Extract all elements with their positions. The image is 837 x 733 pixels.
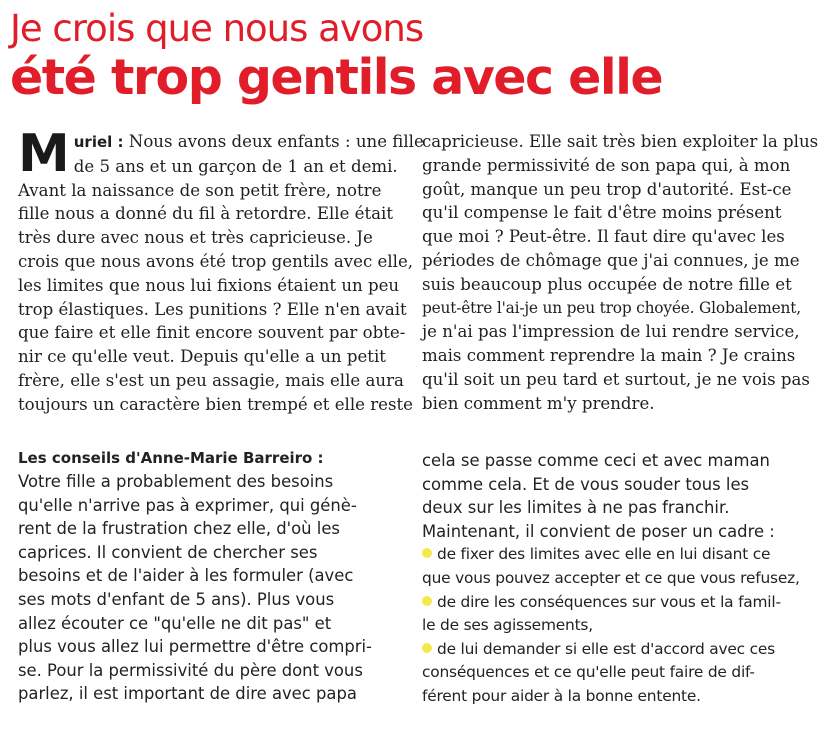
testimony-line: très dure avec nous et très capricieuse. Je: [18, 228, 373, 248]
testimony-line: je n'ai pas l'impression de lui rendre service,: [422, 322, 800, 342]
testimony-line: peut-être l'ai-je un peu trop choyée. Globalement,: [422, 298, 801, 317]
advice-line: Maintenant, il convient de poser un cadre :: [422, 521, 775, 541]
advice-line: deux sur les limites à ne pas franchir.: [422, 498, 730, 518]
testimony-column-1: [18, 124, 424, 417]
testimony-line: suis beaucoup plus occupée de notre fille et: [422, 274, 792, 294]
headline-line-2: été trop gentils avec elle: [10, 49, 663, 106]
bullet-item: de lui demander si elle est d'accord avec ces: [422, 638, 828, 662]
advice-line: se. Pour la permissivité du père dont vous: [18, 660, 363, 680]
testimony-line: toujours un caractère bien trempé et elle reste: [18, 394, 413, 414]
testimony-line: les limites que nous lui fixions étaient un peu: [18, 275, 400, 295]
advice-line: rent de la frustration chez elle, d'où les: [18, 519, 340, 539]
advice-line: besoins et de l'aider à les formuler (avec: [18, 566, 354, 586]
advice-line: parlez, il est important de dire avec papa: [18, 684, 357, 704]
advice-line: cela se passe comme ceci et avec maman: [422, 451, 770, 470]
testimony-line: trop élastiques. Les punitions ? Elle n'en avait: [18, 299, 407, 319]
advice-line: plus vous allez lui permettre d'être compri-: [18, 637, 372, 657]
drop-cap: M: [18, 124, 70, 184]
testimony-line: de 5 ans et un garçon de 1 an et demi.: [73, 156, 398, 176]
advice-title: Les conseils d'Anne-Marie Barreiro :: [18, 449, 324, 467]
testimony-line: qu'il compense le fait d'être moins présent: [422, 203, 782, 223]
advice-line: ses mots d'enfant de 5 ans). Plus vous: [18, 589, 335, 609]
advice-line: Votre fille a probablement des besoins: [18, 472, 334, 491]
bullet-continuation: férent pour aider à la bonne entente.: [422, 686, 701, 705]
bullet-continuation: conséquences et ce qu'elle peut faire de dif-: [422, 663, 755, 682]
advice-column-1: [18, 446, 410, 706]
testimony-line: mais comment reprendre la main ? Je crains: [422, 346, 796, 366]
testimony-line: fille nous a donné du fil à retordre. Elle était: [18, 204, 394, 224]
advice-line: qu'elle n'arrive pas à exprimer, qui génè-: [18, 495, 357, 515]
headline-line-1: Je crois que nous avons: [10, 7, 424, 50]
testimony-column-2: [422, 130, 822, 416]
bullet-dot-icon: [422, 596, 432, 606]
advice-column-2: [422, 449, 828, 709]
testimony-line: grande permissivité de son papa qui, à mon: [422, 155, 791, 175]
testimony-line: qu'il soit un peu tard et surtout, je ne vois pas: [422, 369, 810, 389]
testimony-line: frère, elle s'est un peu assagie, mais elle aura: [18, 370, 404, 390]
bullet-item: de fixer des limites avec elle en lui disant ce: [422, 543, 828, 567]
bullet-dot-icon: [422, 548, 432, 558]
bullet-dot-icon: [422, 643, 432, 653]
testimony-line: Avant la naissance de son petit frère, notre: [18, 180, 382, 200]
bullet-continuation: que vous pouvez accepter et ce que vous refusez,: [422, 568, 800, 587]
advice-line: comme cela. Et de vous souder tous les: [422, 474, 750, 494]
testimony-line: crois que nous avons été trop gentils avec elle,: [18, 251, 414, 271]
advice-line: allez écouter ce "qu'elle ne dit pas" et: [18, 613, 332, 633]
testimony-line: uriel : Nous avons deux enfants : une fille: [73, 132, 424, 151]
testimony-line: capricieuse. Elle sait très bien exploiter la plus: [422, 132, 819, 151]
advice-line: caprices. Il convient de chercher ses: [18, 542, 318, 562]
bullet-continuation: le de ses agissements,: [422, 616, 593, 635]
speaker-name: uriel :: [73, 133, 124, 151]
testimony-line: goût, manque un peu trop d'autorité. Est-ce: [422, 179, 792, 199]
bullet-item: de dire les conséquences sur vous et la famil-: [422, 591, 828, 615]
testimony-line: périodes de chômage que j'ai connues, je me: [422, 250, 800, 270]
article-headline: [10, 8, 810, 106]
testimony-line: que moi ? Peut-être. Il faut dire qu'avec les: [422, 227, 785, 247]
testimony-line: bien comment m'y prendre.: [422, 393, 655, 413]
testimony-line: que faire et elle finit encore souvent par obte-: [18, 323, 406, 343]
testimony-line: nir ce qu'elle veut. Depuis qu'elle a un petit: [18, 347, 386, 367]
